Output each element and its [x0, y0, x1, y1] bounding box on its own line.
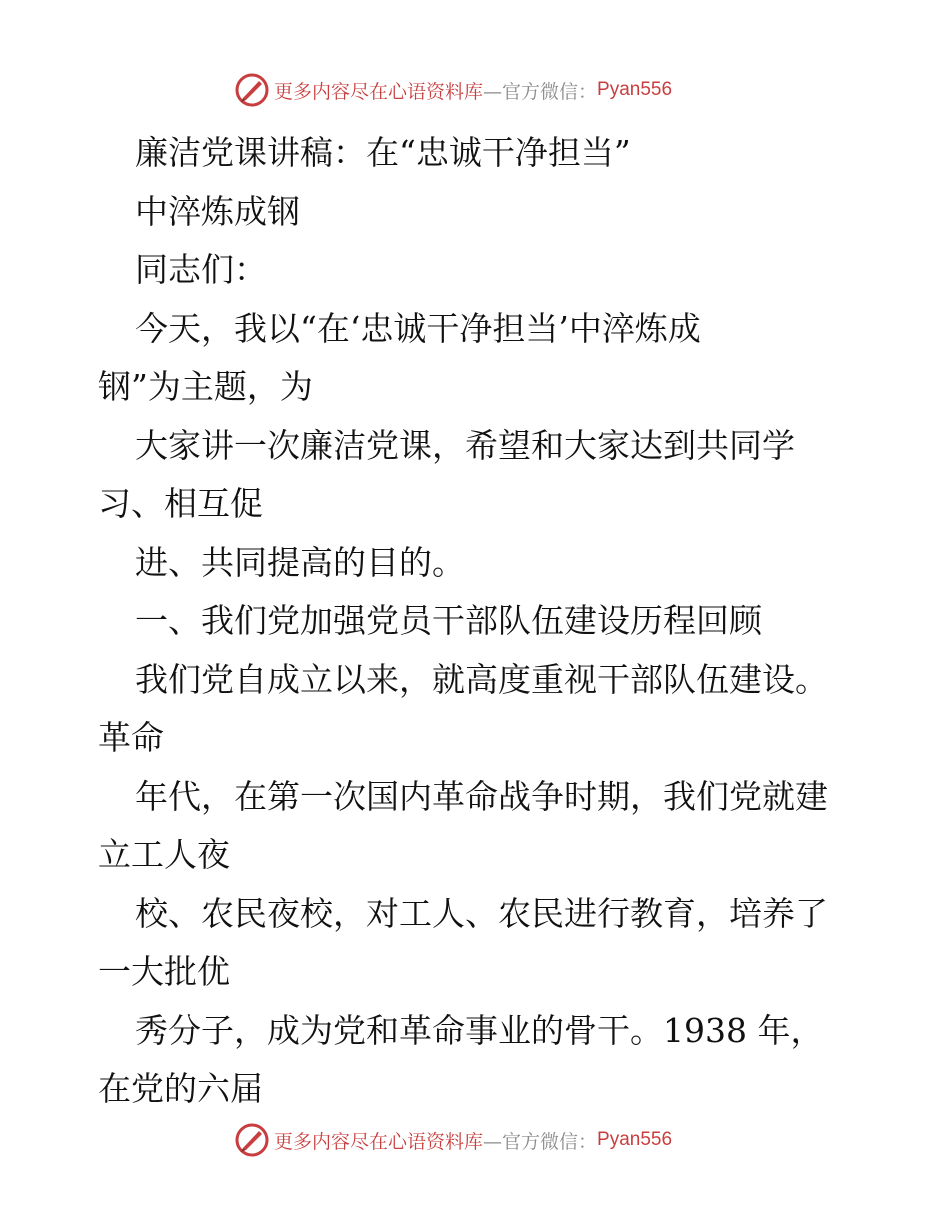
header-banner-separator: —官方微信： — [483, 80, 598, 103]
text-line: 年代，在第一次国内革命战争时期，我们党就建 — [135, 776, 828, 816]
text-line: 今天，我以“在‘忠诚干净担当’中淬炼成 — [135, 308, 701, 348]
footer-banner-separator: —官方微信： — [483, 1130, 598, 1153]
text-line: 大家讲一次廉洁党课，希望和大家达到共同学 — [135, 425, 795, 465]
text-line: 校、农民夜校，对工人、农民进行教育，培养了 — [135, 893, 828, 933]
footer-banner-text: 更多内容尽在心语资料库 — [274, 1130, 484, 1153]
text-line: 一大批优 — [98, 952, 230, 991]
text-line: 秀分子，成为党和革命事业的骨干。1938 年， — [135, 1010, 824, 1050]
footer-banner — [234, 1120, 734, 1160]
text-line: 我们党自成立以来，就高度重视干部队伍建设。 — [135, 659, 828, 699]
text-line: 中淬炼成钢 — [135, 191, 300, 231]
document-body — [98, 124, 878, 1119]
footer-banner-wechat-id: Pyan556 — [597, 1129, 673, 1150]
text-line: 在党的六届 — [98, 1069, 263, 1108]
text-line: 革命 — [98, 718, 164, 757]
text-line: 进、共同提高的目的。 — [135, 542, 465, 582]
text-line: 钢”为主题，为 — [98, 367, 313, 406]
text-line: 立工人夜 — [98, 835, 230, 874]
header-banner-wechat-id: Pyan556 — [597, 79, 673, 100]
brush-logo-icon — [234, 1122, 270, 1158]
text-line: 廉洁党课讲稿：在“忠诚干净担当” — [135, 133, 631, 172]
text-line: 习、相互促 — [98, 484, 263, 523]
brush-logo-icon — [234, 72, 270, 108]
header-banner-text: 更多内容尽在心语资料库 — [274, 80, 484, 103]
text-line: 同志们： — [135, 250, 267, 289]
text-line: 一、我们党加强党员干部队伍建设历程回顾 — [135, 601, 762, 640]
header-banner — [234, 70, 734, 110]
